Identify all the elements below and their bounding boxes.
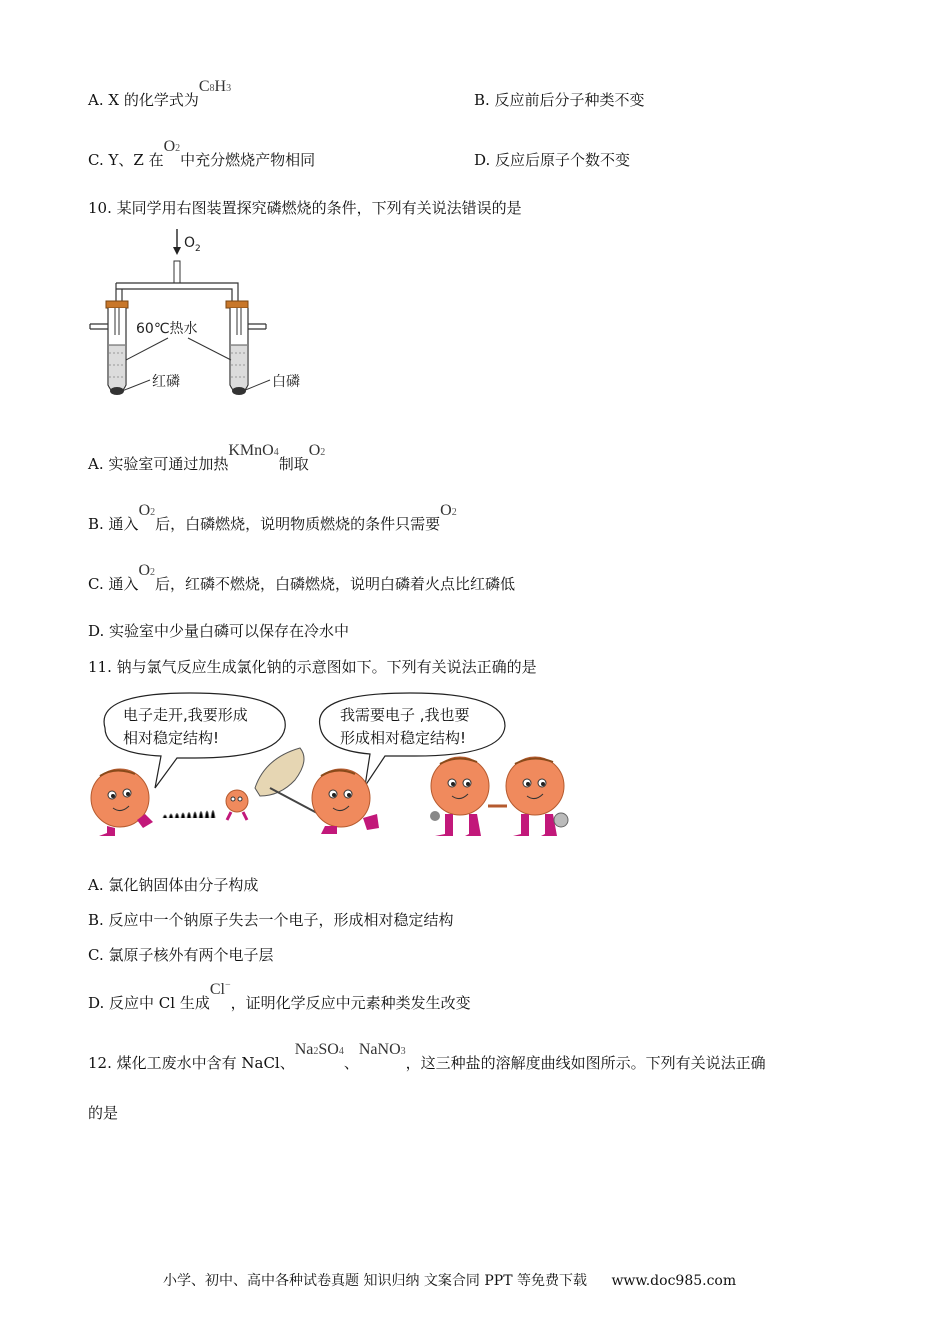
q12-stem: 12. 煤化工废水中含有 NaCl、Na2SO4、NaNO3，这三种盐的溶解度曲线如图所示。下列有关说法正确 [88, 1041, 766, 1072]
sodium-atom-character [91, 769, 153, 836]
option-text: A. X 的化学式为 [88, 91, 199, 109]
bubble-text-line2: 相对稳定结构! [123, 729, 220, 747]
q11-option-a: A. 氯化钠固体由分子构成 [88, 876, 259, 894]
formula-cl-ion: Cl− [209, 979, 231, 998]
butterfly-net [255, 748, 317, 813]
q11-option-c: C. 氯原子核外有两个电子层 [88, 946, 274, 964]
q10-option-b: B. 通入O2后，白磷燃烧，说明物质燃烧的条件只需要O2 [88, 502, 457, 533]
chloride-ion-character [488, 757, 568, 836]
q10-option-c: C. 通入O2后，红磷不燃烧，白磷燃烧，说明白磷着火点比红磷低 [88, 562, 516, 593]
formula-c8h3: C8H3 [198, 78, 232, 95]
formula-na2so4: Na2SO4 [294, 1041, 344, 1058]
footer-url[interactable]: www.doc985.com [611, 1273, 737, 1289]
formula-kmno4: KMnO4 [228, 442, 279, 459]
formula-o2: O2 [138, 562, 156, 579]
formula-o2: O2 [163, 138, 181, 155]
right-stopper [226, 301, 248, 308]
sodium-ion-character [430, 757, 489, 836]
phosphorus-apparatus-figure [80, 225, 320, 410]
formula-o2: O2 [440, 502, 457, 519]
q9-option-b [474, 89, 645, 110]
q9-option-a [88, 78, 232, 110]
q11-stem: 11. 钠与氯气反应生成氯化钠的示意图如下。下列有关说法正确的是 [88, 658, 537, 676]
formula-o2: O2 [138, 502, 156, 519]
q9-option-d [474, 149, 630, 170]
bubble-text-line1: 电子走开,我要形成 [123, 706, 248, 724]
hot-water-label: 60℃热水 [136, 321, 198, 337]
q12-stem-line2: 的是 [88, 1104, 119, 1122]
footer [163, 1270, 736, 1290]
electron-character [226, 790, 248, 820]
q10-option-d: D. 实验室中少量白磷可以保存在冷水中 [88, 622, 350, 640]
q11-option-b: B. 反应中一个钠原子失去一个电子，形成相对稳定结构 [88, 911, 454, 929]
sodium-chlorine-cartoon [85, 688, 595, 853]
option-text: B. 反应前后分子种类不变 [474, 91, 645, 109]
red-phosphorus-sample [110, 387, 124, 395]
q10-stem: 10. 某同学用右图装置探究磷燃烧的条件，下列有关说法错误的是 [88, 199, 522, 217]
q9-option-c: C. Y、Z 在O2中充分燃烧产物相同 [88, 138, 316, 169]
formula-nano3: NaNO3 [358, 1041, 406, 1058]
q10-option-a: A. 实验室可通过加热KMnO4制取O2 [88, 442, 326, 473]
motion-lines [163, 811, 215, 819]
white-phosphorus-label: 白磷 [272, 374, 300, 390]
bubble-text-line1: 我需要电子 ,我也要 [340, 706, 470, 724]
formula-o2: O2 [308, 442, 326, 459]
o2-label: $O_2$ [184, 235, 201, 254]
left-stopper [106, 301, 128, 308]
option-text: D. 反应后原子个数不变 [474, 151, 631, 169]
red-phosphorus-label: 红磷 [152, 374, 180, 390]
bubble-text-line2: 形成相对稳定结构! [340, 729, 467, 747]
q11-option-d: D. 反应中 Cl 生成Cl−，证明化学反应中元素种类发生改变 [88, 979, 471, 1012]
footer-text: 小学、初中、高中各种试卷真题 知识归纳 文案合同 PPT 等免费下载 [163, 1273, 587, 1289]
